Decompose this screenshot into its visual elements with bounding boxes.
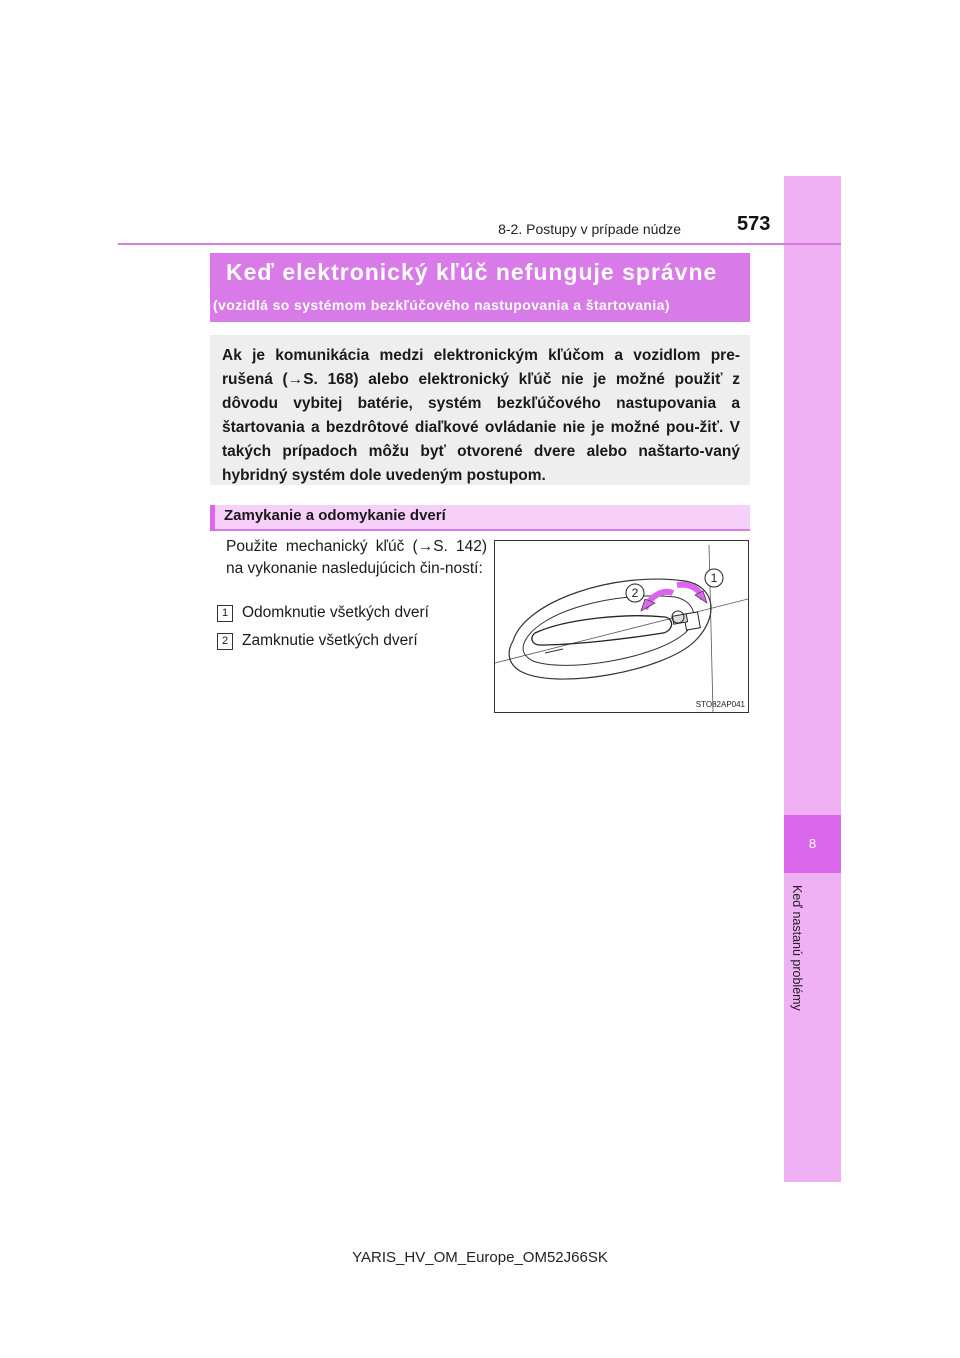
title-banner bbox=[210, 253, 750, 322]
intro-box bbox=[210, 335, 750, 485]
chapter-side-tab bbox=[784, 176, 841, 1182]
intro-text: Ak je komunikácia medzi elektronickým kľúčom a vozidlom pre-rušená (→S. 168) alebo elektronický kľúč nie je možné použiť z dôvodu vybitej batérie, systém bezkľúčového nastupovania a štartovania a bezdrôtové diaľkové ovládanie nie je možné pou-žiť. V takých prípadoch môžu byť otvorené dvere alebo naštarto-vaný hybridný systém dole uvedeným postupom. bbox=[222, 347, 740, 484]
section-body-text: Použite mechanický kľúč (→S. 142) na vykonanie nasledujúcich čin-ností: bbox=[226, 538, 487, 577]
list-number-1: 1 bbox=[217, 605, 233, 622]
section-heading-bar bbox=[210, 505, 750, 531]
page-number: 573 bbox=[737, 213, 771, 235]
list-number-2: 2 bbox=[217, 633, 233, 650]
section-heading-marker bbox=[210, 505, 215, 531]
figure-code: STO82AP041 bbox=[695, 700, 745, 709]
chapter-number-tab bbox=[784, 815, 841, 873]
page-subtitle: (vozidlá so systémom bezkľúčového nastupovania a štartovania) bbox=[213, 297, 670, 313]
header-section-title: 8-2. Postupy v prípade núdze bbox=[498, 221, 681, 237]
callout-2-label: 2 bbox=[631, 586, 639, 600]
footer-doc-id: YARIS_HV_OM_Europe_OM52J66SK bbox=[352, 1249, 608, 1266]
list-item-text: Zamknutie všetkých dverí bbox=[242, 632, 418, 649]
door-handle bbox=[532, 616, 672, 645]
handle-recess-outer bbox=[509, 579, 711, 679]
callout-1-label: 1 bbox=[710, 571, 718, 585]
chapter-number: 8 bbox=[808, 836, 817, 851]
page-title: Keď elektronický kľúč nefunguje správne bbox=[226, 259, 718, 285]
list-item-lock bbox=[217, 632, 418, 652]
door-handle-drawing bbox=[495, 541, 748, 712]
list-item-unlock bbox=[217, 604, 429, 624]
section-heading: Zamykanie a odomykanie dverí bbox=[224, 507, 446, 524]
list-item-text: Odomknutie všetkých dverí bbox=[242, 604, 429, 621]
chapter-label: Keď nastanú problémy bbox=[790, 885, 804, 1011]
door-handle-illustration bbox=[494, 540, 749, 713]
header-rule bbox=[118, 243, 841, 245]
